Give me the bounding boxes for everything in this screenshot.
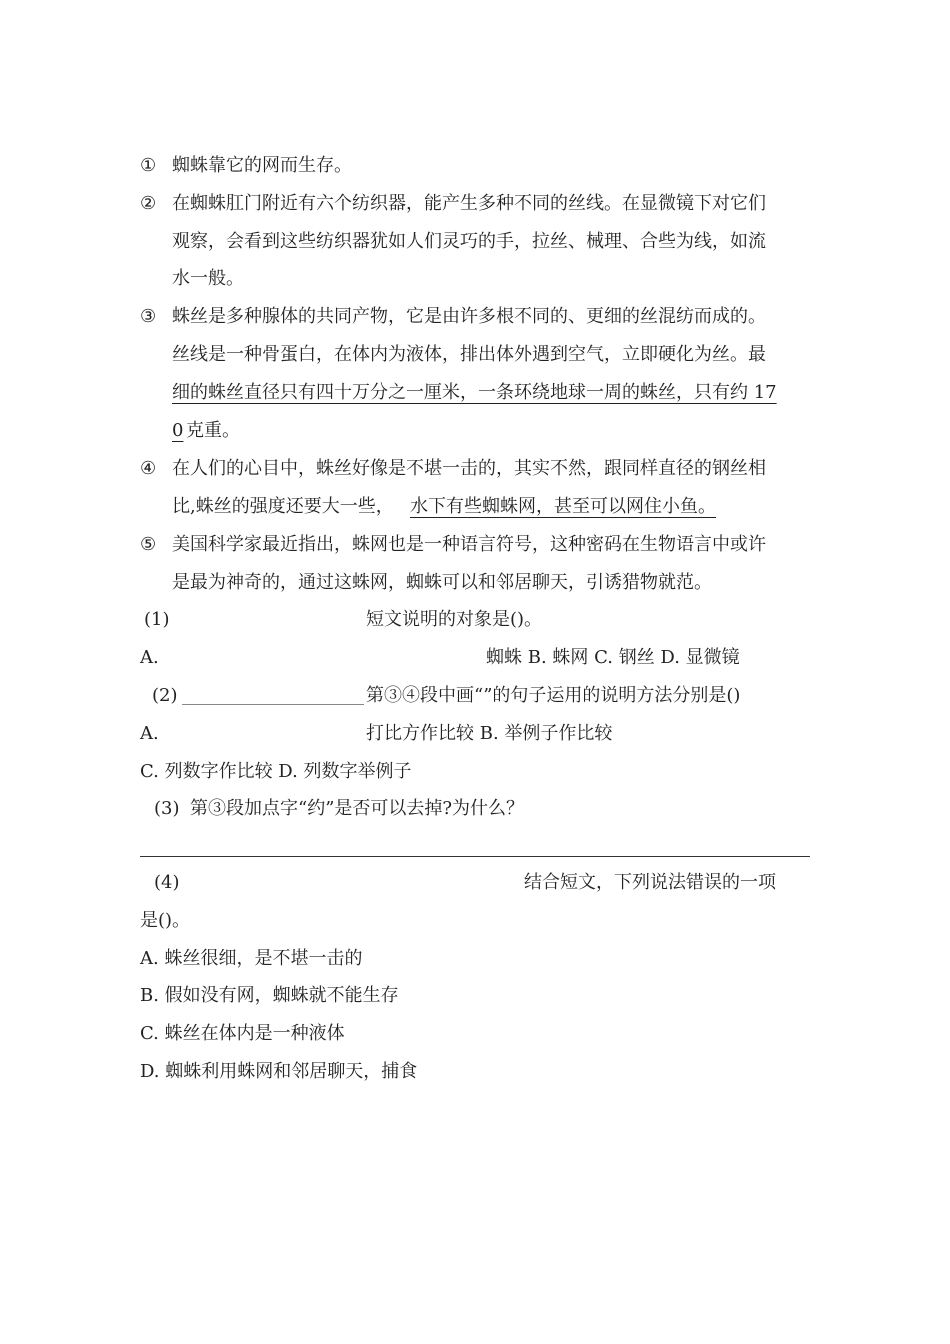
paragraph-3-line-1: 蛛丝是多种腺体的共同产物，它是由许多根不同的、更细的丝混纺而成的。 [172,306,766,327]
paragraph-2-line-1: 在蜘蛛肛门附近有六个纺织器，能产生多种不同的丝线。在显微镜下对它们 [172,193,766,214]
paragraph-1-number: ① [140,155,157,176]
paragraph-2-number: ② [140,193,157,214]
paragraph-4-line-2: 比,蛛丝的强度还要大一些， [172,496,394,517]
paragraph-4-underlined-sentence: 水下有些蜘蛛网，甚至可以网住小鱼。 [410,496,716,517]
question-1-option-a-label: A. [140,647,159,668]
paragraph-1-text: 蜘蛛靠它的网而生存。 [172,155,352,176]
paragraph-3-underlined-sentence-end: 0 [172,420,184,441]
question-4-option-c: C. 蛛丝在体内是一种液体 [140,1023,345,1044]
question-4-text: 结合短文，下列说法错误的一项 [524,872,776,893]
question-2-options-cd: C. 列数字作比较 D. 列数字举例子 [140,761,412,782]
question-2-blank-line [182,704,364,705]
paragraph-3-line-2: 丝线是一种骨蛋白，在体内为液体，排出体外遇到空气，立即硬化为丝。最 [172,344,766,365]
question-2-number: (2) [152,685,178,706]
paragraph-4-line-1: 在人们的心目中，蛛丝好像是不堪一击的，其实不然，跟同样直径的钢丝相 [172,458,766,479]
paragraph-5-number: ⑤ [140,534,157,555]
question-2-option-a-label: A. [140,723,159,744]
paragraph-3-number: ③ [140,306,157,327]
paragraph-2-line-3: 水一般。 [172,268,244,289]
paragraph-3-underlined-sentence: 细的蛛丝直径只有四十万分之一厘米，一条环绕地球一周的蛛丝，只有约 17 [172,382,777,403]
paragraph-3-line-4: 克重。 [186,420,240,441]
question-4-number: (4) [154,872,180,893]
question-1-options: 蜘蛛 B. 蛛网 C. 钢丝 D. 显微镜 [486,647,740,668]
question-3-number: (3) [154,798,180,819]
paragraph-4-number: ④ [140,458,157,479]
question-4-option-b: B. 假如没有网，蜘蛛就不能生存 [140,985,399,1006]
paragraph-5-line-1: 美国科学家最近指出，蛛网也是一种语言符号，这种密码在生物语言中或许 [172,534,766,555]
paragraph-2-line-2: 观察，会看到这些纺织器犹如人们灵巧的手，拉丝、械理、合些为线，如流 [172,231,766,252]
question-4-option-d: D. 蜘蛛利用蛛网和邻居聊天，捕食 [140,1061,418,1082]
answer-line [140,856,810,857]
question-4-text-continued: 是()。 [140,910,191,931]
question-1-number: (1) [144,609,170,630]
question-2-options-ab: 打比方作比较 B. 举例子作比较 [366,723,613,744]
question-1-text: 短文说明的对象是()。 [366,609,543,630]
question-3-text: 第③段加点字“约”是否可以去掉?为什么？ [190,798,525,819]
question-4-option-a: A. 蛛丝很细，是不堪一击的 [140,948,363,969]
question-2-text: 第③④段中画“”的句子运用的说明方法分别是() [366,685,741,706]
paragraph-5-line-2: 是最为神奇的，通过这蛛网，蜘蛛可以和邻居聊天，引诱猎物就范。 [172,572,712,593]
